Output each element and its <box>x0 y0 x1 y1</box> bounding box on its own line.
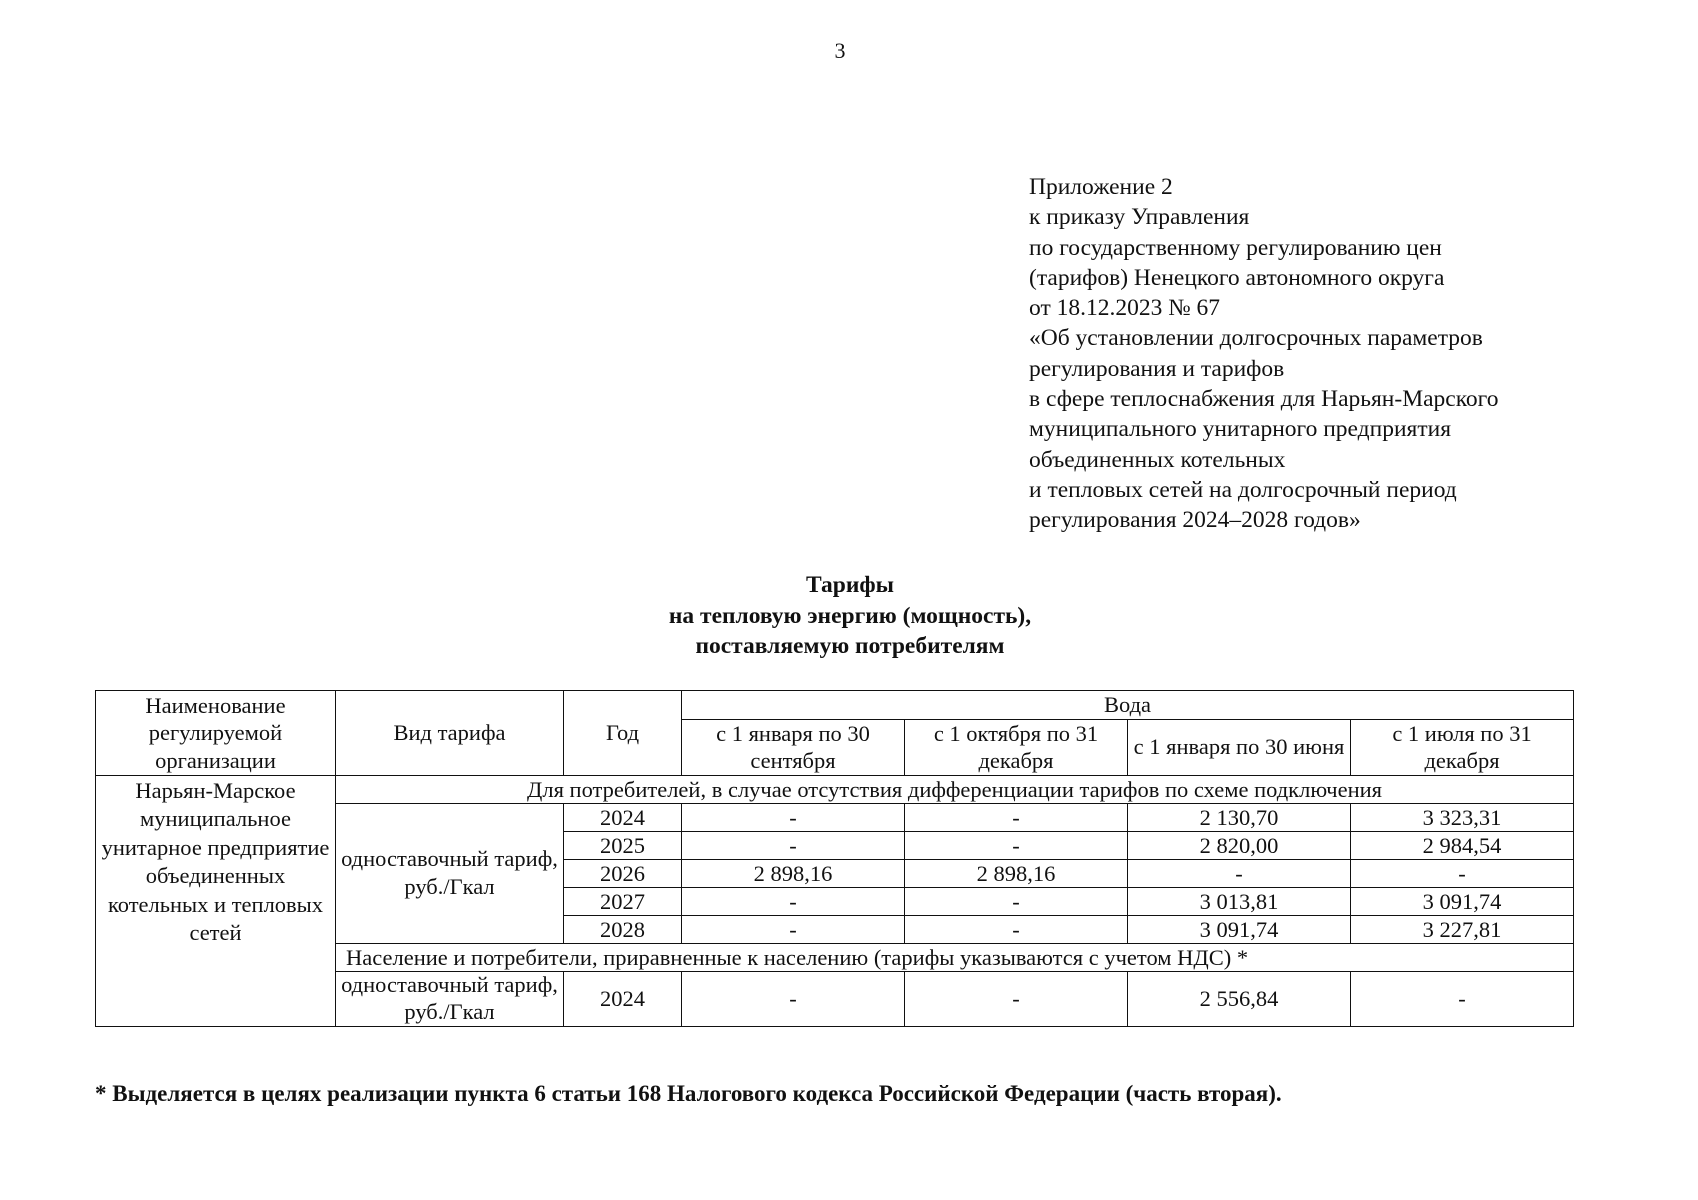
year-cell: 2028 <box>564 915 682 943</box>
value-cell: - <box>1351 971 1574 1026</box>
value-cell: - <box>1351 859 1574 887</box>
value-cell: - <box>905 831 1128 859</box>
appendix-line: (тарифов) Ненецкого автономного округа <box>1029 264 1445 291</box>
section-row <box>96 775 1574 803</box>
organization-name: Нарьян-Марское муниципальное унитарное предприятие объединенных котельных и тепловых сетей <box>96 775 336 1026</box>
value-cell: 2 898,16 <box>905 859 1128 887</box>
value-cell: 3 013,81 <box>1128 887 1351 915</box>
value-cell: 3 091,74 <box>1128 915 1351 943</box>
appendix-line: к приказу Управления <box>1029 204 1250 231</box>
year-cell: 2024 <box>564 803 682 831</box>
appendix-line: в сфере теплоснабжения для Нарьян-Марского <box>1029 386 1499 413</box>
value-cell: - <box>905 915 1128 943</box>
section-title: Население и потребители, приравненные к населению (тарифы указываются с учетом НДС) * <box>336 943 1574 971</box>
document-title <box>590 570 1110 662</box>
title-line: поставляемую потребителям <box>695 633 1005 659</box>
value-cell: - <box>1128 859 1351 887</box>
section-title: Для потребителей, в случае отсутствия дифференциации тарифов по схеме подключения <box>336 775 1574 803</box>
header-year: Год <box>564 691 682 776</box>
header-period: с 1 октября по 31 декабря <box>905 719 1128 775</box>
header-water-group: Вода <box>682 691 1574 720</box>
year-cell: 2024 <box>564 971 682 1026</box>
title-line: Тарифы <box>805 572 895 598</box>
value-cell: 2 984,54 <box>1351 831 1574 859</box>
title-line: на тепловую энергию (мощность), <box>668 602 1032 629</box>
footnote: * Выделяется в целях реализации пункта 6 статьи 168 Налогового кодекса Российской Федерации (часть вторая). <box>95 1081 1282 1106</box>
header-org: Наименование регулируемой организации <box>96 691 336 776</box>
value-cell: 3 227,81 <box>1351 915 1574 943</box>
appendix-line: объединенных котельных <box>1029 446 1286 473</box>
appendix-line: по государственному регулированию цен <box>1029 234 1442 261</box>
value-cell: - <box>682 915 905 943</box>
value-cell: - <box>905 887 1128 915</box>
year-cell: 2026 <box>564 859 682 887</box>
page-number: 3 <box>834 38 846 63</box>
appendix-line: регулирования и тарифов <box>1029 355 1285 382</box>
value-cell: 2 130,70 <box>1128 803 1351 831</box>
value-cell: - <box>905 971 1128 1026</box>
appendix-line: от 18.12.2023 № 67 <box>1029 295 1221 322</box>
tariff-type-cell: одноставочный тариф, руб./Гкал <box>336 971 564 1026</box>
value-cell: 3 091,74 <box>1351 887 1574 915</box>
header-period: с 1 января по 30 июня <box>1128 719 1351 775</box>
value-cell: 3 323,31 <box>1351 803 1574 831</box>
value-cell: - <box>905 803 1128 831</box>
value-cell: - <box>682 971 905 1026</box>
appendix-block <box>1029 172 1669 536</box>
value-cell: 2 556,84 <box>1128 971 1351 1026</box>
value-cell: - <box>682 831 905 859</box>
appendix-line: и тепловых сетей на долгосрочный период <box>1029 476 1457 503</box>
appendix-line: регулирования 2024–2028 годов» <box>1029 507 1361 534</box>
header-row <box>96 691 1574 720</box>
header-tariff-type: Вид тарифа <box>336 691 564 776</box>
appendix-line: муниципального унитарного предприятия <box>1029 416 1452 443</box>
value-cell: - <box>682 803 905 831</box>
appendix-line: Приложение 2 <box>1029 174 1173 200</box>
tariff-table <box>95 690 1574 1027</box>
header-period: с 1 июля по 31 декабря <box>1351 719 1574 775</box>
header-period: с 1 января по 30 сентября <box>682 719 905 775</box>
year-cell: 2027 <box>564 887 682 915</box>
value-cell: 2 820,00 <box>1128 831 1351 859</box>
value-cell: 2 898,16 <box>682 859 905 887</box>
appendix-line: «Об установлении долгосрочных параметров <box>1029 325 1483 352</box>
value-cell: - <box>682 887 905 915</box>
year-cell: 2025 <box>564 831 682 859</box>
tariff-type-cell: одноставочный тариф, руб./Гкал <box>336 803 564 943</box>
